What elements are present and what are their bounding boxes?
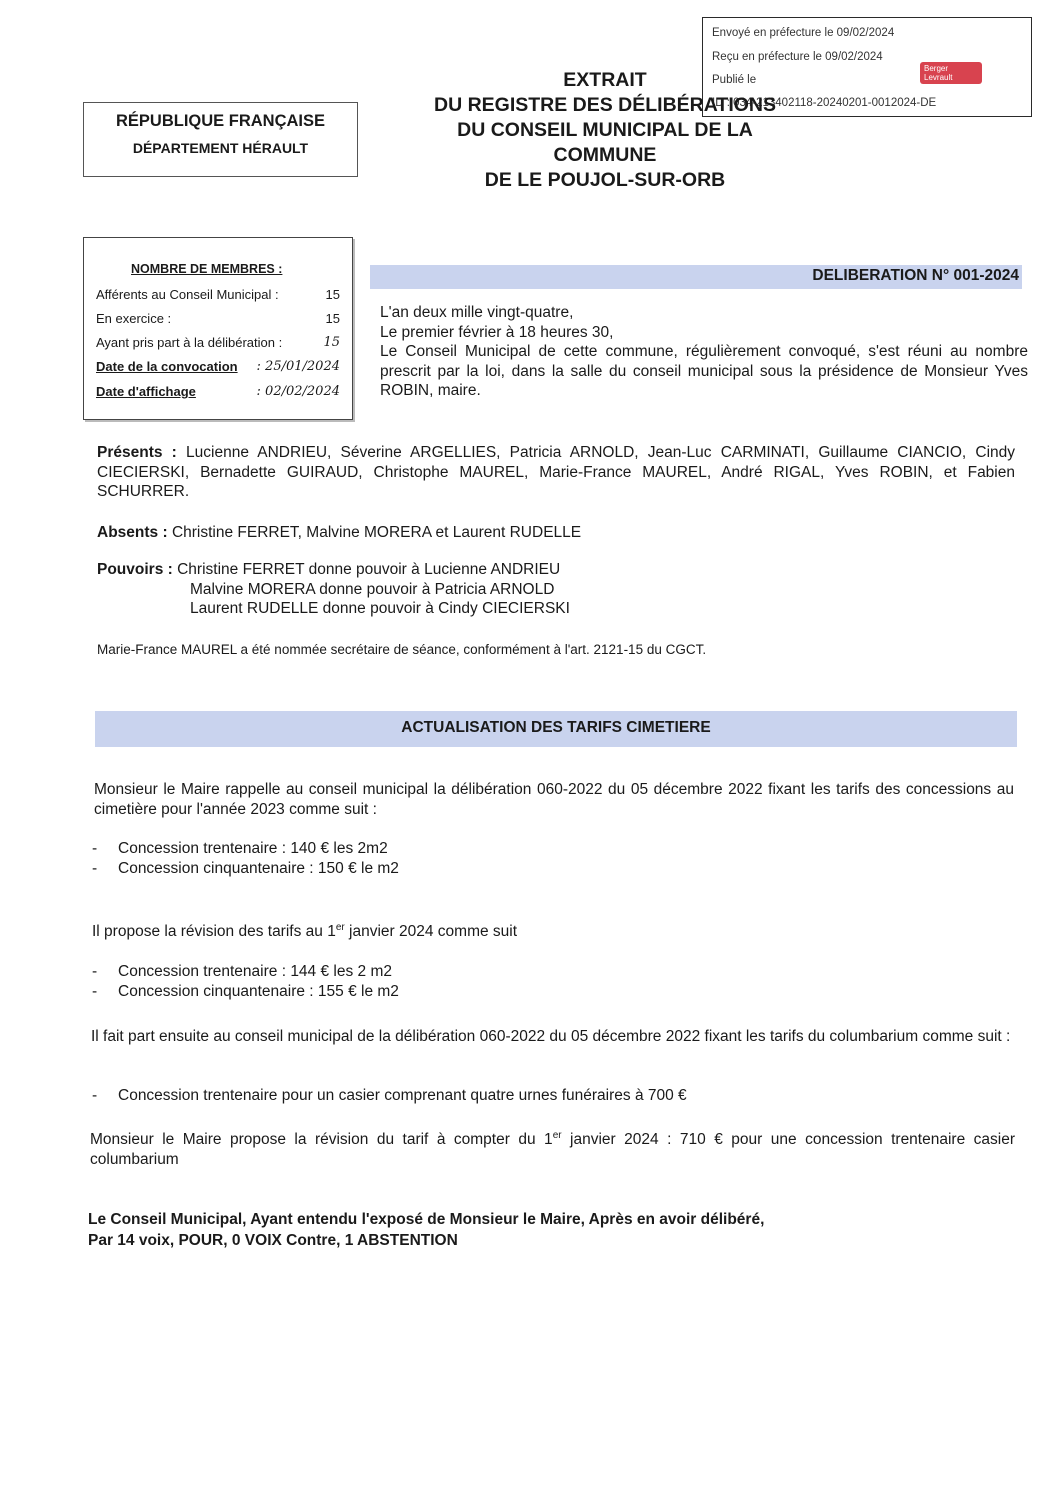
- pouvoirs-label: Pouvoirs :: [97, 561, 173, 578]
- list-item: - Concession cinquantenaire : 150 € le m2: [92, 859, 399, 877]
- members-row: [96, 287, 340, 305]
- body-paragraph: Il fait part ensuite au conseil municipal de la délibération 060-2022 du 05 décembre 2022 fixant les tarifs du columbarium comme suit :: [91, 1028, 1011, 1045]
- stamp-sent-date: Envoyé en préfecture le 09/02/2024: [712, 27, 895, 39]
- members-row-value: 15: [323, 335, 340, 350]
- list-item: - Concession trentenaire pour un casier comprenant quatre urnes funéraires à 700 €: [92, 1087, 687, 1104]
- dash-bullet: -: [92, 1087, 98, 1104]
- title-line: EXTRAIT: [563, 69, 647, 91]
- intro-line: Le Conseil Municipal de cette commune, régulièrement convoqué, s'est réuni au nombre prescrit par la loi, dans la salle du conseil municipal sous la présidence de Monsieur Yves ROBIN, maire.: [380, 343, 1028, 399]
- presents-list: Lucienne ANDRIEU, Séverine ARGELLIES, Patricia ARNOLD, Jean-Luc CARMINATI, Guillaume CIANCIO, Cindy CIECIERSKI, Bernadette GUIRAUD, Christophe MAUREL, Marie-France MAUREL, André RIGAL, Yves ROBIN, et Fabien SCHURRER.: [97, 444, 1016, 500]
- deliberation-banner: [370, 265, 1022, 289]
- intro-paragraph: [380, 303, 1028, 401]
- members-row-label: En exercice :: [96, 311, 172, 326]
- pouvoir-line: Christine FERRET donne pouvoir à Lucienne ANDRIEU: [177, 561, 561, 578]
- affichage-row: [96, 384, 340, 402]
- berger-levrault-logo: Berger Levrault: [920, 62, 982, 84]
- stamp-id: ID : 034-213402118-20240201-0012024-DE: [712, 97, 937, 109]
- absents-paragraph: [97, 523, 1015, 543]
- intro-line: L'an deux mille vingt-quatre,: [380, 304, 574, 321]
- members-row: [96, 311, 340, 329]
- pouvoirs-paragraph: [97, 560, 1015, 619]
- conclusion: [88, 1209, 1018, 1251]
- affichage-label: Date d'affichage: [96, 384, 196, 399]
- stamp-published: Publié le: [712, 74, 757, 86]
- dash-bullet: -: [92, 840, 98, 857]
- intro-line: Le premier février à 18 heures 30,: [380, 323, 614, 341]
- body-paragraph: Monsieur le Maire rappelle au conseil municipal la délibération 060-2022 du 05 décembre 2022 fixant les tarifs des concessions au cimetière pour l'année 2023 comme suit :: [94, 781, 1014, 818]
- convocation-row: [96, 359, 340, 377]
- dash-bullet: -: [92, 859, 98, 877]
- body-paragraph: Monsieur le Maire propose la révision du tarif à compter du 1er janvier 2024 : 710 € pour une concession trentenaire casier columbarium: [90, 1129, 1016, 1168]
- conclusion-line: Le Conseil Municipal, Ayant entendu l'exposé de Monsieur le Maire, Après en avoir délibéré,: [88, 1211, 765, 1228]
- members-heading: NOMBRE DE MEMBRES :: [131, 262, 283, 276]
- title-line: DU CONSEIL MUNICIPAL DE LA: [457, 119, 753, 141]
- republique-label: RÉPUBLIQUE FRANÇAISE: [115, 112, 325, 130]
- tariff-list-2024: [92, 962, 992, 1001]
- convocation-label: Date de la convocation: [96, 359, 238, 374]
- members-row-label: Ayant pris part à la délibération :: [96, 335, 283, 350]
- members-row-label: Afférents au Conseil Municipal :: [96, 287, 279, 302]
- pouvoir-line: Laurent RUDELLE donne pouvoir à Cindy CIECIERSKI: [190, 600, 570, 617]
- members-row: [96, 335, 340, 353]
- list-item: - Concession cinquantenaire : 155 € le m2: [92, 982, 399, 1000]
- pouvoir-line: Malvine MORERA donne pouvoir à Patricia ARNOLD: [190, 580, 555, 598]
- members-row-value: 15: [325, 287, 340, 302]
- title-line: DE LE POUJOL-SUR-ORB: [484, 169, 726, 191]
- members-row-value: 15: [325, 311, 340, 326]
- absents-label: Absents :: [97, 524, 168, 541]
- vote-result: Par 14 voix, POUR, 0 VOIX Contre, 1 ABSTENTION: [88, 1232, 458, 1249]
- body-paragraph: Il propose la révision des tarifs au 1er janvier 2024 comme suit: [92, 921, 518, 940]
- section-title: ACTUALISATION DES TARIFS CIMETIERE: [401, 719, 711, 736]
- deliberation-number: DELIBERATION N° 001-2024: [812, 267, 1019, 284]
- columbarium-list: [92, 1086, 992, 1106]
- document-title: [405, 68, 805, 193]
- absents-list: Christine FERRET, Malvine MORERA et Laurent RUDELLE: [171, 524, 582, 541]
- list-item: - Concession trentenaire : 144 € les 2 m2: [92, 963, 392, 980]
- dash-bullet: -: [92, 982, 98, 1000]
- stamp-received-date: Reçu en préfecture le 09/02/2024: [712, 51, 883, 63]
- presents-paragraph: [97, 443, 1015, 502]
- members-box: [83, 237, 353, 420]
- title-line: DU REGISTRE DES DÉLIBÉRATIONS: [433, 94, 776, 116]
- dash-bullet: -: [92, 963, 98, 980]
- list-item: - Concession trentenaire : 140 € les 2m2: [92, 840, 388, 857]
- departement-label: DÉPARTEMENT HÉRAULT: [132, 140, 309, 156]
- section-banner: [95, 711, 1017, 747]
- title-line: COMMUNE: [553, 144, 657, 166]
- republique-box: [83, 102, 358, 177]
- tariff-list-2023: [92, 839, 992, 878]
- presents-label: Présents :: [97, 444, 177, 461]
- secretary-line: Marie-France MAUREL a été nommée secrétaire de séance, conformément à l'art. 2121-15 du CGCT.: [97, 642, 707, 657]
- convocation-date: : 25/01/2024: [256, 359, 340, 374]
- affichage-date: : 02/02/2024: [256, 384, 340, 399]
